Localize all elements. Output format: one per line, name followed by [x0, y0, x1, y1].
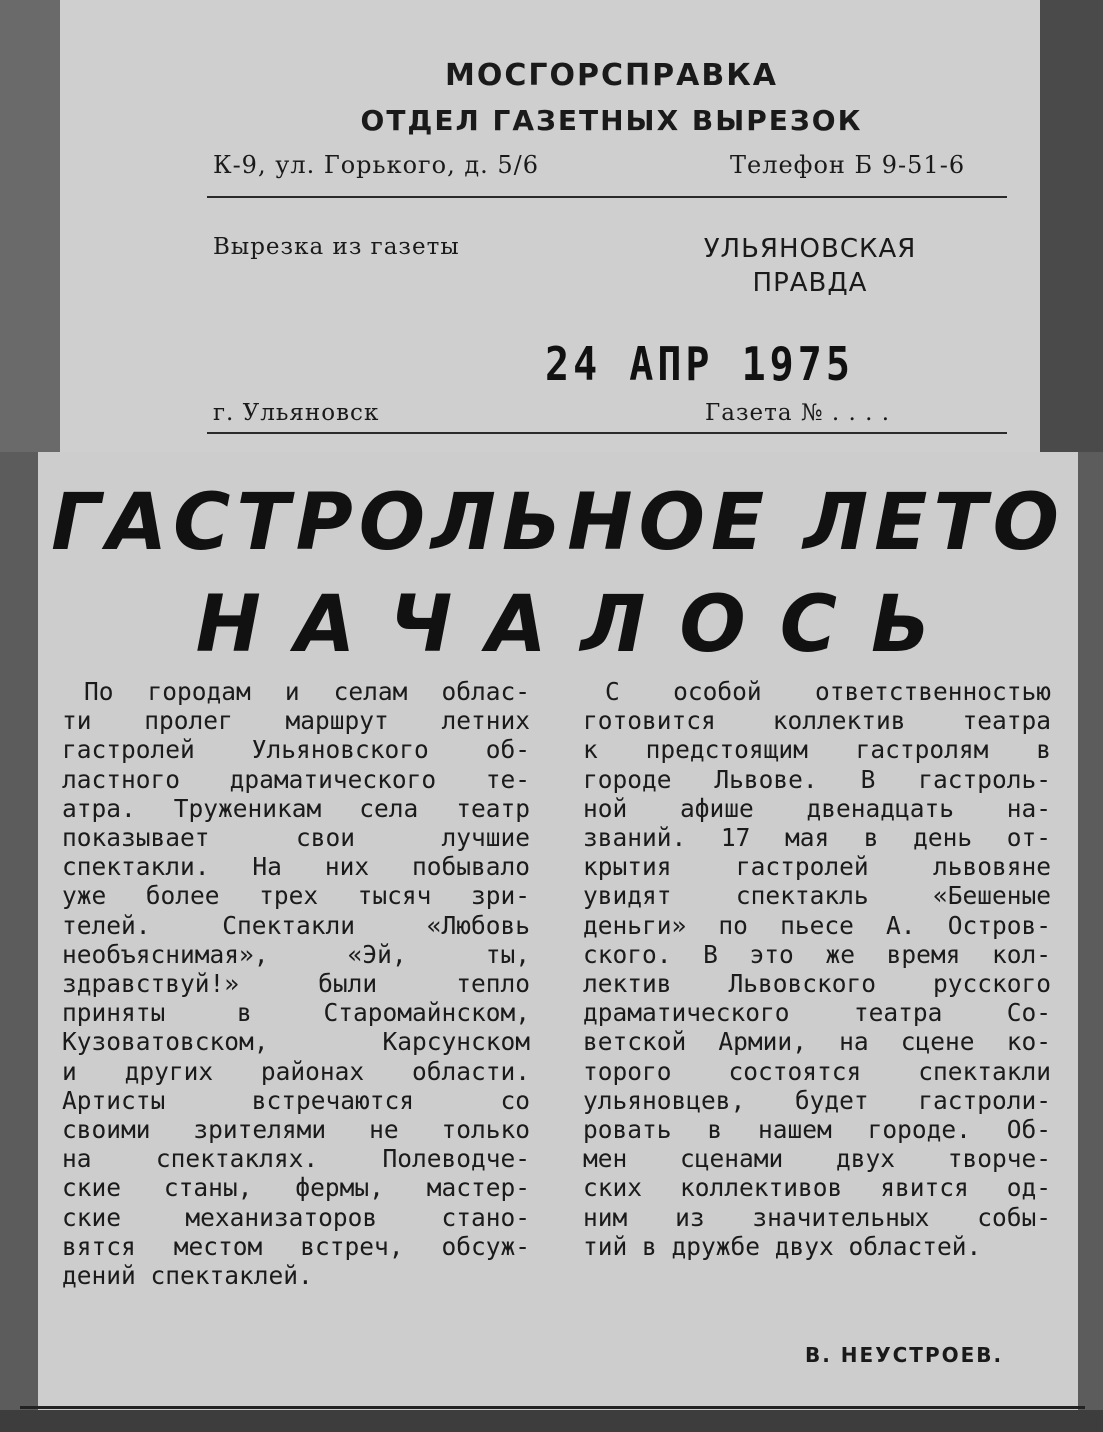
article-line: городе Львове. В гастроль-	[583, 764, 1051, 794]
form-bottom-rule	[207, 432, 1007, 434]
department-title: ОТДЕЛ ГАЗЕТНЫХ ВЫРЕЗОК	[360, 104, 863, 137]
header-rule	[207, 196, 1007, 198]
article-line: С особой ответственностью	[605, 677, 1051, 706]
article-line: драматического театра Со-	[583, 998, 1051, 1028]
city-label: г. Ульяновск	[213, 400, 380, 426]
article-line: ские механизаторов стано-	[62, 1202, 530, 1232]
article-right-column	[583, 677, 1051, 1261]
article-line: лектив Львовского русского	[583, 969, 1051, 999]
background-bottom	[0, 1410, 1103, 1432]
article-line: уже более трех тысяч зри-	[62, 881, 530, 911]
paper-number-label: Газета № . . . .	[705, 400, 891, 426]
article-line: ветской Армии, на сцене ко-	[583, 1027, 1051, 1057]
article-line: званий. 17 мая в день от-	[583, 823, 1051, 853]
article-line: готовится коллектив театра	[583, 706, 1051, 736]
bottom-rule	[20, 1406, 1085, 1409]
article-line: своими зрителями не только	[62, 1115, 530, 1145]
article-line: крытия гастролей львовяне	[583, 852, 1051, 882]
article-line: По городам и селам облас-	[84, 677, 530, 706]
article-line: Кузоватовском, Карсунском	[62, 1027, 530, 1057]
headline-line1: ГАСТРОЛЬНОЕ ЛЕТО	[51, 478, 1065, 568]
article-line: увидят спектакль «Бешеные	[583, 881, 1051, 911]
article-line: к предстоящим гастролям в	[583, 735, 1051, 765]
article-line: ских коллективов явится од-	[583, 1173, 1051, 1203]
newspaper-name	[660, 232, 960, 300]
article-line: атра. Труженикам села театр	[62, 793, 530, 823]
article-line: Артисты встречаются со	[62, 1085, 530, 1115]
address-line: К-9, ул. Горького, д. 5/6	[213, 151, 539, 179]
phone-line: Телефон Б 9-51-6	[730, 151, 966, 179]
background-left	[0, 0, 60, 452]
article-line: ские станы, фермы, мастер-	[62, 1173, 530, 1203]
article-line: необъяснимая», «Эй, ты,	[62, 939, 530, 969]
organization-title: МОСГОРСПРАВКА	[445, 58, 778, 93]
article-line: ского. В это же время кол-	[583, 939, 1051, 969]
cut-from-label: Вырезка из газеты	[213, 234, 460, 260]
newspaper-name-line2: ПРАВДА	[752, 268, 868, 298]
article-line: спектакли. На них побывало	[62, 852, 530, 882]
article-line: показывает свои лучшие	[62, 823, 530, 853]
article-line: телей. Спектакли «Любовь	[62, 910, 530, 940]
article-line: мен сценами двух творче-	[583, 1144, 1051, 1174]
article-line: ним из значительных собы-	[583, 1202, 1051, 1232]
article-line: и других районах области.	[62, 1056, 530, 1086]
newspaper-name-line1: УЛЬЯНОВСКАЯ	[703, 234, 917, 264]
article-line: приняты в Старомайнском,	[62, 998, 530, 1028]
article-line: дений спектаклей.	[62, 1261, 313, 1291]
article-line: торого состоятся спектакли	[583, 1056, 1051, 1086]
article-line: вятся местом встреч, обсуж-	[62, 1231, 530, 1261]
author-byline: В. НЕУСТРОЕВ.	[805, 1343, 1004, 1367]
article-line: деньги» по пьесе А. Остров-	[583, 910, 1051, 940]
article-line: тий в дружбе двух областей.	[583, 1231, 982, 1261]
date-stamp: 24 АПР 1975	[545, 338, 854, 392]
article-line: на спектаклях. Полеводче-	[62, 1144, 530, 1174]
article-line: ульяновцев, будет гастроли-	[583, 1085, 1051, 1115]
article-line: здравствуй!» были тепло	[62, 969, 530, 999]
article-line: ной афише двенадцать на-	[583, 793, 1051, 823]
article-line: гастролей Ульяновского об-	[62, 735, 530, 765]
article-line: ластного драматического те-	[62, 764, 530, 794]
headline-line2: НАЧАЛОСЬ	[195, 580, 965, 670]
article-line: ти пролег маршрут летних	[62, 706, 530, 736]
article-left-column	[62, 677, 530, 1290]
article-line: ровать в нашем городе. Об-	[583, 1115, 1051, 1145]
